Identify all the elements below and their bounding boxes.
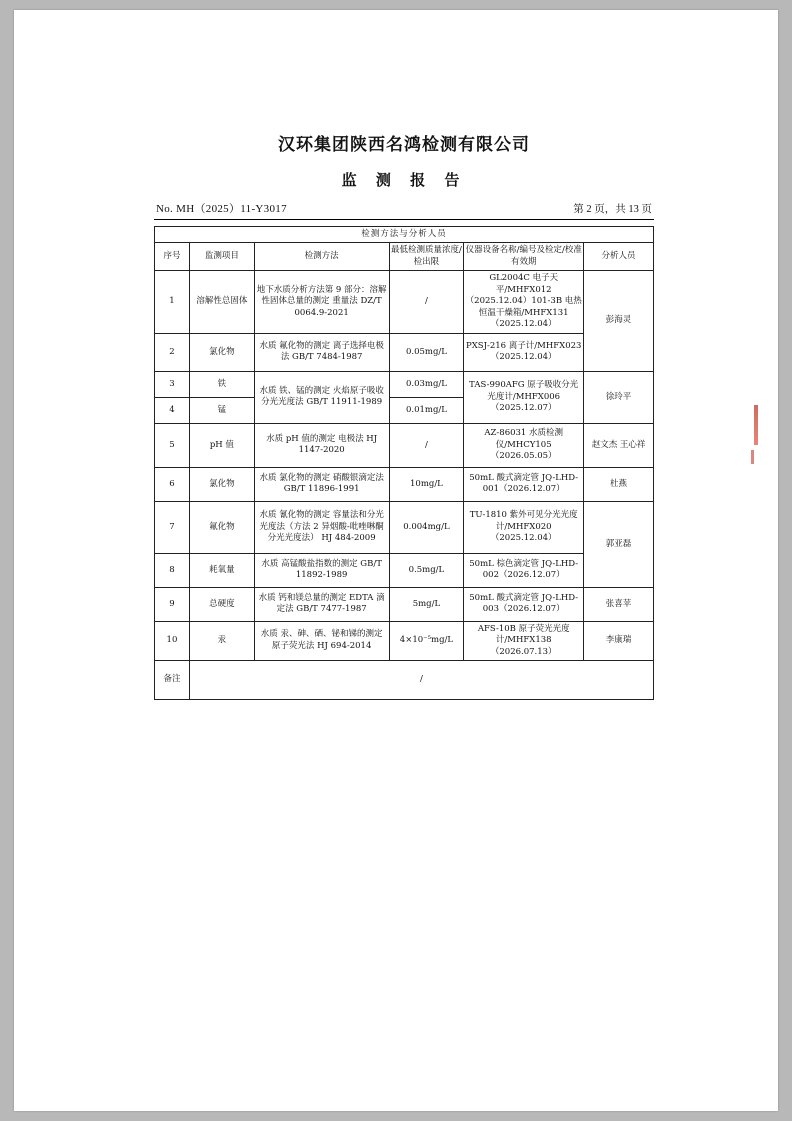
row-item: 氟化物 <box>189 501 254 553</box>
row-no: 5 <box>155 423 190 467</box>
table-row <box>155 467 654 501</box>
company-title: 汉环集团陕西名鸿检测有限公司 <box>278 135 530 155</box>
row-item: 总硬度 <box>189 587 254 621</box>
row-no: 2 <box>155 333 190 371</box>
row-item: 汞 <box>189 621 254 660</box>
table-header-row <box>155 243 654 271</box>
note-label: 备注 <box>155 661 190 700</box>
row-item: pH 值 <box>189 423 254 467</box>
row-person: 徐玲平 <box>584 371 654 423</box>
report-meta <box>154 200 654 220</box>
page-number: 第 2 页，共 13 页 <box>573 204 652 215</box>
row-item: 氯化物 <box>189 333 254 371</box>
row-limit: / <box>389 271 464 333</box>
col-header-equipment: 仪器设备名称/编号及检定/校准有效期 <box>464 243 584 271</box>
row-equipment: 50mL 棕色滴定管 JQ-LHD-002（2026.12.07） <box>464 553 584 587</box>
row-limit: / <box>389 423 464 467</box>
row-method: 水质 氰化物的测定 容量法和分光光度法（方法 2 异烟酸-吡唑啉酮分光光度法） HJ 484-2009 <box>254 501 389 553</box>
note-value: / <box>189 661 653 700</box>
row-no: 10 <box>155 621 190 660</box>
col-header-person: 分析人员 <box>584 243 654 271</box>
col-header-item: 监测项目 <box>189 243 254 271</box>
row-no: 3 <box>155 371 190 397</box>
row-method: 水质 铁、锰的测定 火焰原子吸收分光光度法 GB/T 11911-1989 <box>254 371 389 423</box>
row-no: 6 <box>155 467 190 501</box>
row-person: 赵文杰 王心祥 <box>584 423 654 467</box>
table-row <box>155 333 654 371</box>
row-method: 水质 高锰酸盐指数的测定 GB/T 11892-1989 <box>254 553 389 587</box>
row-item: 耗氧量 <box>189 553 254 587</box>
row-limit: 0.01mg/L <box>389 397 464 423</box>
row-limit: 0.004mg/L <box>389 501 464 553</box>
document-page <box>14 10 778 1111</box>
red-edge-mark <box>754 405 758 445</box>
row-method: 地下水质分析方法第 9 部分：溶解性固体总量的测定 重量法 DZ/T 0064.9-2021 <box>254 271 389 333</box>
row-limit: 10mg/L <box>389 467 464 501</box>
row-no: 1 <box>155 271 190 333</box>
methods-table <box>154 226 654 700</box>
table-row <box>155 501 654 553</box>
table-section-title: 检测方法与分析人员 <box>155 227 654 243</box>
row-person: 杜燕 <box>584 467 654 501</box>
row-person: 彭海灵 <box>584 271 654 371</box>
row-equipment: 50mL 酸式滴定管 JQ-LHD-003（2026.12.07） <box>464 587 584 621</box>
table-row <box>155 271 654 333</box>
row-limit: 4×10⁻⁵mg/L <box>389 621 464 660</box>
row-equipment: AZ-86031 水质检测仪/MHCY105（2026.05.05） <box>464 423 584 467</box>
col-header-limit: 最低检测质量浓度/检出限 <box>389 243 464 271</box>
row-limit: 0.5mg/L <box>389 553 464 587</box>
table-row <box>155 553 654 587</box>
row-limit: 0.05mg/L <box>389 333 464 371</box>
row-method: 水质 pH 值的测定 电极法 HJ 1147-2020 <box>254 423 389 467</box>
row-person: 郭亚磊 <box>584 501 654 587</box>
row-equipment: PXSJ-216 离子计/MHFX023（2025.12.04） <box>464 333 584 371</box>
row-equipment: AFS-10B 原子荧光光度计/MHFX138（2026.07.13） <box>464 621 584 660</box>
table-row <box>155 587 654 621</box>
row-item: 溶解性总固体 <box>189 271 254 333</box>
table-row <box>155 423 654 467</box>
row-no: 8 <box>155 553 190 587</box>
row-equipment: GL2004C 电子天平/MHFX012（2025.12.04）101-3B 电热恒温干燥箱/MHFX131（2025.12.04） <box>464 271 584 333</box>
row-equipment: TU-1810 紫外可见分光光度计/MHFX020（2025.12.04） <box>464 501 584 553</box>
report-title: 监 测 报 告 <box>341 171 467 189</box>
red-edge-mark-small <box>751 450 754 464</box>
row-equipment: 50mL 酸式滴定管 JQ-LHD-001（2026.12.07） <box>464 467 584 501</box>
row-equipment: TAS-990AFG 原子吸收分光光度计/MHFX006（2025.12.07） <box>464 371 584 423</box>
row-method: 水质 钙和镁总量的测定 EDTA 滴定法 GB/T 7477-1987 <box>254 587 389 621</box>
col-header-no: 序号 <box>155 243 190 271</box>
row-item: 锰 <box>189 397 254 423</box>
row-method: 水质 氯化物的测定 硝酸银滴定法 GB/T 11896-1991 <box>254 467 389 501</box>
table-row <box>155 621 654 660</box>
row-item: 铁 <box>189 371 254 397</box>
row-limit: 0.03mg/L <box>389 371 464 397</box>
row-no: 4 <box>155 397 190 423</box>
row-method: 水质 汞、砷、硒、铋和锑的测定 原子荧光法 HJ 694-2014 <box>254 621 389 660</box>
col-header-method: 检测方法 <box>254 243 389 271</box>
table-section-title-row <box>155 227 654 243</box>
report-number: No. MH（2025）11-Y3017 <box>156 203 287 215</box>
row-item: 氯化物 <box>189 467 254 501</box>
table-row <box>155 371 654 397</box>
row-limit: 5mg/L <box>389 587 464 621</box>
row-person: 张喜苹 <box>584 587 654 621</box>
row-no: 7 <box>155 501 190 553</box>
table-note-row <box>155 661 654 700</box>
row-method: 水质 氟化物的测定 离子选择电极法 GB/T 7484-1987 <box>254 333 389 371</box>
row-person: 李康瑞 <box>584 621 654 660</box>
row-no: 9 <box>155 587 190 621</box>
report-body <box>154 130 654 700</box>
